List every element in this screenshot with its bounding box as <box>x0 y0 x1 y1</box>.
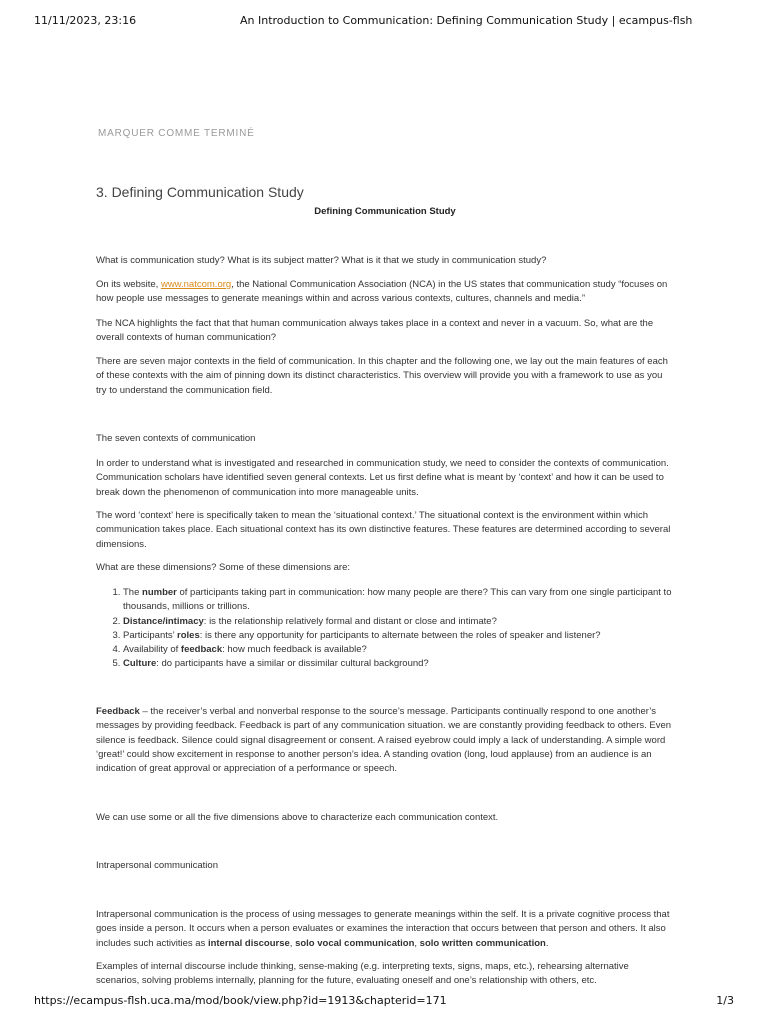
examples-text: Examples of internal discourse include thinking, sense-making (e.g. interpreting texts, signs, maps, etc.), rehearsing alternative scenarios, solving problems internally, planning for the future, evaluating oneself and one’s relationship with others, etc. <box>96 961 629 987</box>
paragraph-feedback <box>96 705 674 776</box>
seven-contexts-heading <box>96 432 674 446</box>
period: . <box>545 937 549 949</box>
dimensions-list-wrapper <box>96 586 674 672</box>
list-item-pre: Availability of <box>123 644 181 656</box>
paragraph-seven-contexts-intro <box>96 355 674 398</box>
section-heading: Defining Communication Study <box>314 206 456 217</box>
list-item-term: number <box>142 587 177 598</box>
paragraph-dimensions-question <box>96 561 674 575</box>
print-url: https://ecampus-flsh.uca.ma/mod/book/view.php?id=1913&chapterid=171 <box>34 994 447 1007</box>
list-item-post: : is the relationship relatively formal and distant or close and intimate? <box>203 615 497 627</box>
dimensions-list <box>96 586 674 672</box>
list-item <box>123 629 674 643</box>
separator: , <box>289 937 296 949</box>
print-datetime: 11/11/2023, 23:16 <box>34 14 137 27</box>
chapter-title: 3. Defining Communication Study <box>96 184 304 200</box>
paragraph-intro-question <box>96 254 674 268</box>
nca-text-before: On its website, <box>96 279 161 290</box>
list-item-term: feedback <box>180 644 223 656</box>
term-solo-written: solo written communication <box>419 937 546 949</box>
nca-text-after: , the National Communication Association (NCA) in the US states that communication study “focuses on how people use messages to generate meanings within and across various contexts, cultures, channels and media.” <box>96 279 668 305</box>
natcom-link[interactable]: www.natcom.org <box>160 279 232 290</box>
list-item-pre: The <box>123 587 143 598</box>
five-dimensions-text: We can use some or all the five dimensions above to characterize each communication context. <box>96 812 499 823</box>
mark-complete-button[interactable]: MARQUER COMME TERMINÉ <box>98 128 255 139</box>
paragraph-examples <box>96 960 674 989</box>
term-solo-vocal: solo vocal communication <box>295 937 415 949</box>
list-item-post: of participants taking part in communication: how many people are there? This can vary from one single participant to thousands, millions or trillions. <box>123 587 672 613</box>
list-item-post: : how much feedback is available? <box>222 644 367 656</box>
term-internal-discourse: internal discourse <box>207 937 290 949</box>
separator: , <box>414 937 420 949</box>
list-item-term: Culture <box>123 658 157 670</box>
list-item <box>123 586 674 615</box>
list-item-term: Distance/intimacy <box>123 615 204 627</box>
paragraph-context <box>96 509 674 552</box>
understand-text: In order to understand what is investigated and researched in communication study, we need to consider the contexts of communication. Communication scholars have identified seven general contexts. Let us first define what is meant by ‘context’ and how it can be used to break down the phenomenon of communication into more manageable units. <box>96 458 669 498</box>
nca-highlight-text: The NCA highlights the fact that that human communication always takes place in a context and never in a vacuum. So, what are the overall contexts of human communication? <box>96 318 654 344</box>
list-item-post: : do participants have a similar or dissimilar cultural background? <box>156 658 429 670</box>
intrapersonal-heading <box>96 859 674 873</box>
list-item-pre: Participants’ <box>123 629 178 641</box>
list-item <box>123 657 674 671</box>
feedback-text: – the receiver’s verbal and nonverbal response to the source’s message. Participants continually respond to one another’s messages by providing feedback. Feedback is part of any communication situation. we are constantly providing feedback to others. Even silence is feedback. Silence could signal disagreement or consent. A raised eyebrow could imply a lack of understanding. A simple word ‘great!’ could show excitement in response to another person’s idea. A standing ovation (long, loud applause) from an audience is an indication of great approval or appreciation of a performance or speech. <box>96 706 672 775</box>
paragraph-understand <box>96 457 674 500</box>
dimensions-question-text: What are these dimensions? Some of these dimensions are: <box>96 562 350 573</box>
seven-contexts-intro-text: There are seven major contexts in the field of communication. In this chapter and the following one, we lay out the main features of each of these contexts with the aim of pinning down its distinct characteristics. This overview will provide you with a framework to use as you try to understand the communication field. <box>96 356 668 396</box>
list-item-term: roles <box>177 629 200 641</box>
list-item <box>123 643 674 657</box>
list-item-post: : is there any opportunity for participants to alternate between the roles of speaker and listener? <box>199 629 601 641</box>
intro-question-text: What is communication study? What is its subject matter? What is it that we study in communication study? <box>96 255 547 266</box>
feedback-term: Feedback <box>96 706 140 717</box>
print-document-title: An Introduction to Communication: Defining Communication Study | ecampus-flsh <box>240 14 693 27</box>
intrapersonal-heading-text: Intrapersonal communication <box>96 860 218 871</box>
paragraph-nca <box>96 278 674 307</box>
paragraph-nca-highlight <box>96 317 674 346</box>
page-number: 1/3 <box>716 994 734 1007</box>
paragraph-five-dimensions <box>96 811 674 825</box>
intrapersonal-text: Intrapersonal communication is the process of using messages to generate meanings within the self. It is a private cognitive process that goes inside a person. It occurs when a person evaluates or examines the interaction that occurs between that person and others. It also includes such activities as <box>96 909 670 949</box>
paragraph-intrapersonal <box>96 908 674 951</box>
list-item <box>123 615 674 629</box>
seven-contexts-heading-text: The seven contexts of communication <box>96 433 256 444</box>
context-text: The word ‘context’ here is specifically taken to mean the ‘situational context.’ The situational context is the environment within which communication takes place. Each situational context has its own distinctive features. These features are determined according to several dimensions. <box>96 510 671 550</box>
